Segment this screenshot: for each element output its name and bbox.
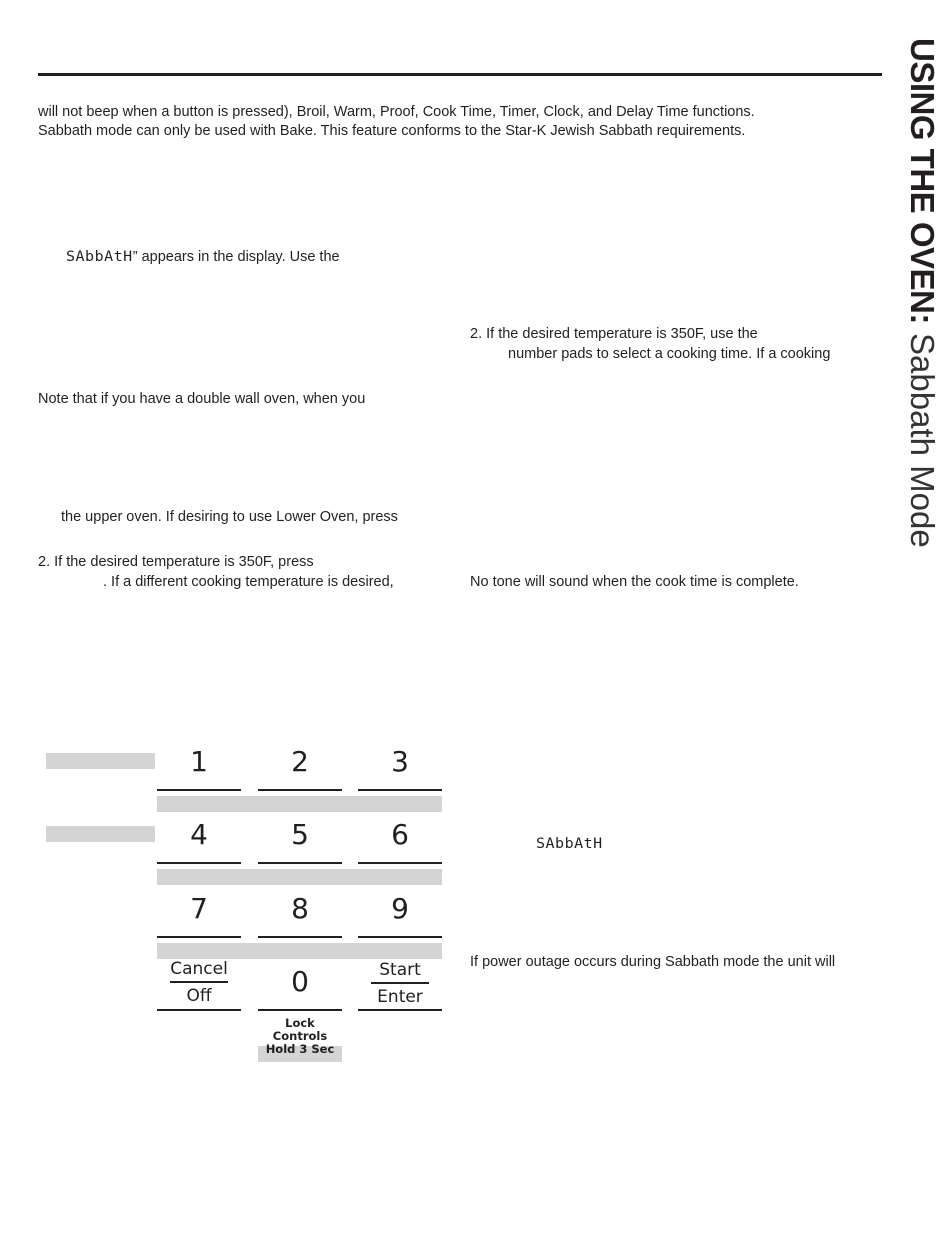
- start-enter-separator: [371, 982, 429, 984]
- keypad-key-9[interactable]: [358, 892, 442, 926]
- off-label: Off: [186, 986, 212, 1006]
- header-rule: [38, 73, 882, 76]
- lock-controls-label: [258, 1017, 342, 1056]
- cancel-label: Cancel: [170, 959, 228, 979]
- intro-line-2: Sabbath mode can only be used with Bake. This feature conforms to the Star-K Jewish Sabbath requirements.: [38, 123, 746, 139]
- keypad-key-3[interactable]: [358, 745, 442, 779]
- keypad-key-4[interactable]: [157, 818, 241, 852]
- left-appears-text: ” appears in the display. Use the: [132, 249, 340, 265]
- side-title-light: Sabbath Mode: [904, 323, 941, 548]
- keypad-key-2[interactable]: [258, 745, 342, 779]
- key-underline: [358, 789, 442, 791]
- cancel-off-key[interactable]: [157, 958, 241, 1007]
- keypad-key-0[interactable]: [258, 965, 342, 999]
- redacted-label-1: [46, 753, 155, 769]
- key-6-label: 6: [391, 818, 409, 851]
- key-underline: [358, 1009, 442, 1011]
- redacted-label-2: [46, 826, 155, 842]
- redacted-row-bar-2: [157, 869, 442, 885]
- key-3-label: 3: [391, 745, 409, 778]
- keypad-key-8[interactable]: [258, 892, 342, 926]
- sabbath-display-word-2: SAbbAtH: [536, 834, 603, 852]
- keypad-key-1[interactable]: [157, 745, 241, 779]
- keypad-key-5[interactable]: [258, 818, 342, 852]
- cancel-off-separator: [170, 981, 228, 983]
- key-5-label: 5: [291, 818, 309, 851]
- start-enter-key[interactable]: [358, 959, 442, 1008]
- enter-label: Enter: [377, 987, 423, 1007]
- right-step2-line-1: 2. If the desired temperature is 350F, use the: [470, 326, 758, 342]
- keypad-key-7[interactable]: [157, 892, 241, 926]
- left-upper-oven-line: the upper oven. If desiring to use Lower Oven, press: [61, 509, 398, 525]
- left-appears-line: [66, 247, 340, 267]
- sabbath-display-word: SAbbAtH: [66, 247, 133, 265]
- key-underline: [358, 936, 442, 938]
- key-underline: [258, 862, 342, 864]
- key-1-label: 1: [190, 745, 208, 778]
- left-step2-line-1: 2. If the desired temperature is 350F, press: [38, 554, 314, 570]
- right-sabbath-display: [536, 834, 603, 854]
- keypad-key-6[interactable]: [358, 818, 442, 852]
- key-underline: [157, 936, 241, 938]
- key-underline: [358, 862, 442, 864]
- lock-controls-line-2: Hold 3 Sec: [265, 1042, 335, 1056]
- key-underline: [258, 936, 342, 938]
- right-no-tone-line: No tone will sound when the cook time is complete.: [470, 574, 799, 590]
- key-7-label: 7: [190, 892, 208, 925]
- intro-line-1: will not beep when a button is pressed), Broil, Warm, Proof, Cook Time, Timer, Clock, and Delay Time functions.: [38, 104, 755, 120]
- key-9-label: 9: [391, 892, 409, 925]
- side-title-bold: USING THE OVEN:: [904, 38, 941, 324]
- key-4-label: 4: [190, 818, 208, 851]
- right-power-outage-line: If power outage occurs during Sabbath mode the unit will: [470, 954, 836, 970]
- key-8-label: 8: [291, 892, 309, 925]
- redacted-row-bar-1: [157, 796, 442, 812]
- start-label: Start: [379, 960, 421, 980]
- left-step2-line-2: . If a different cooking temperature is desired,: [103, 574, 394, 590]
- key-underline: [157, 862, 241, 864]
- key-underline: [157, 1009, 241, 1011]
- key-0-label: 0: [291, 965, 309, 998]
- key-2-label: 2: [291, 745, 309, 778]
- side-section-title: [905, 38, 945, 558]
- right-step2-line-2: number pads to select a cooking time. If a cooking: [508, 346, 831, 362]
- left-note-line: Note that if you have a double wall oven, when you: [38, 391, 366, 407]
- key-underline: [258, 1009, 342, 1011]
- key-underline: [157, 789, 241, 791]
- lock-controls-line-1: Lock Controls: [272, 1016, 328, 1043]
- redacted-row-bar-3: [157, 943, 442, 959]
- key-underline: [258, 789, 342, 791]
